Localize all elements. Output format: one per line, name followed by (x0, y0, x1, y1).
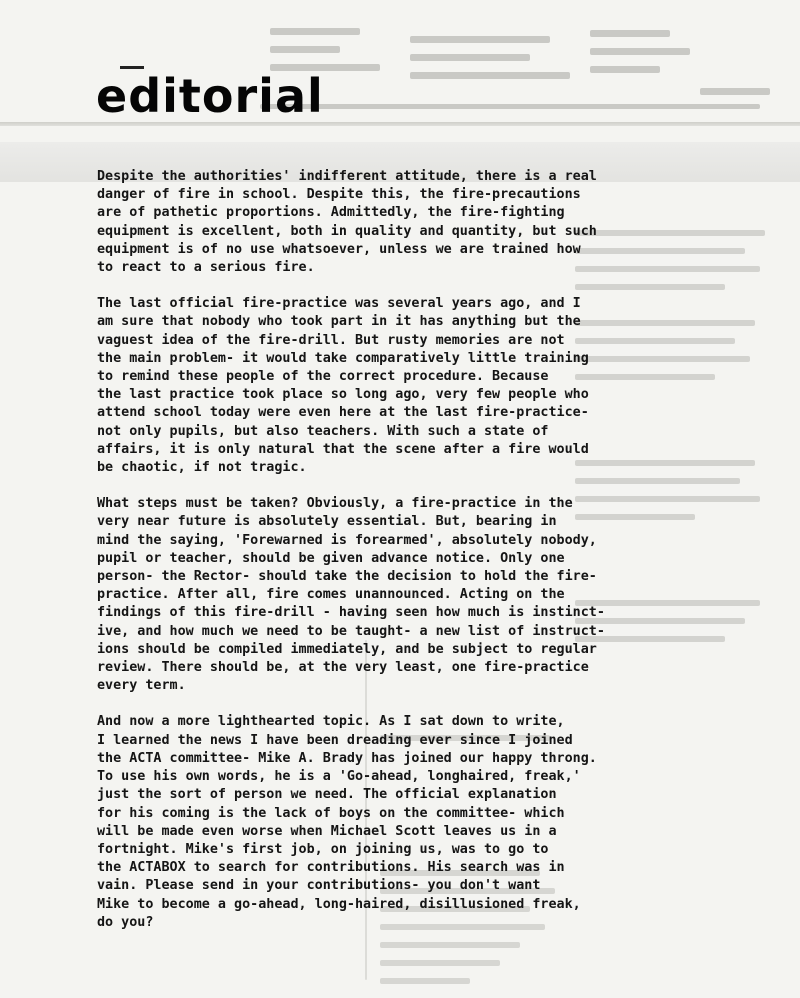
text-line: danger of fire in school. Despite this, the fire-precautions (97, 187, 581, 203)
text-line: the last practice took place so long ago, very few people who (97, 387, 589, 403)
paragraph-3 (97, 495, 757, 695)
text-line: review. There should be, at the very least, one fire-practice (97, 660, 589, 676)
paragraph-2 (97, 295, 757, 477)
text-line: to remind these people of the correct procedure. Because (97, 369, 549, 385)
text-line: pupil or teacher, should be given advance notice. Only one (97, 550, 565, 566)
text-line: fortnight. Mike's first job, on joining us, was to go to (97, 841, 549, 857)
paragraph-1 (97, 168, 757, 277)
text-line: I learned the news I have been dreading ever since I joined (97, 732, 573, 748)
text-line: not only pupils, but also teachers. With such a state of (97, 423, 549, 439)
text-line: be chaotic, if not tragic. (97, 460, 307, 476)
page-title: editorial (96, 69, 324, 123)
text-line: do you? (97, 914, 154, 930)
text-line: vaguest idea of the fire-drill. But rusty memories are not (97, 332, 565, 348)
text-line: practice. After all, fire comes unannounced. Acting on the (97, 587, 565, 603)
paragraph-4 (97, 713, 757, 931)
text-line: the main problem- it would take comparatively little training (97, 350, 589, 366)
bleed-through-masthead (260, 18, 780, 118)
text-line: am sure that nobody who took part in it has anything but the (97, 314, 581, 330)
text-line: person- the Rector- should take the decision to hold the fire- (97, 569, 597, 585)
text-line: affairs, it is only natural that the scene after a fire would (97, 441, 589, 457)
text-line: What steps must be taken? Obviously, a fire-practice in the (97, 496, 573, 512)
text-line: findings of this fire-drill - having seen how much is instinct- (97, 605, 605, 621)
editorial-body (97, 168, 757, 950)
text-line: the ACTA committee- Mike A. Brady has joined our happy throng. (97, 750, 597, 766)
text-line: just the sort of person we need. The official explanation (97, 787, 557, 803)
text-line: Despite the authorities' indifferent attitude, there is a real (97, 169, 597, 184)
text-line: every term. (97, 678, 186, 694)
text-line: equipment is of no use whatsoever, unless we are trained how (97, 241, 581, 257)
text-line: will be made even worse when Michael Scott leaves us in a (97, 823, 557, 839)
text-line: vain. Please send in your contributions- you don't want (97, 878, 541, 894)
text-line: very near future is absolutely essential. But, bearing in (97, 514, 557, 530)
text-line: ions should be compiled immediately, and be subject to regular (97, 641, 597, 657)
text-line: The last official fire-practice was several years ago, and I (97, 296, 581, 312)
text-line: mind the saying, 'Forewarned is forearmed', absolutely nobody, (97, 532, 597, 548)
text-line: the ACTABOX to search for contributions. His search was in (97, 860, 565, 876)
text-line: for his coming is the lack of boys on the committee- which (97, 805, 565, 821)
text-line: And now a more lighthearted topic. As I sat down to write, (97, 714, 565, 730)
text-line: To use his own words, he is a 'Go-ahead, longhaired, freak,' (97, 769, 581, 785)
text-line: attend school today were even here at the last fire-practice- (97, 405, 589, 421)
text-line: Mike to become a go-ahead, long-haired, disillusioned freak, (97, 896, 581, 912)
text-line: equipment is excellent, both in quality and quantity, but such (97, 223, 597, 239)
text-line: are of pathetic proportions. Admittedly, the fire-fighting (97, 205, 565, 221)
text-line: ive, and how much we need to be taught- a new list of instruct- (97, 623, 605, 639)
text-line: to react to a serious fire. (97, 260, 315, 276)
